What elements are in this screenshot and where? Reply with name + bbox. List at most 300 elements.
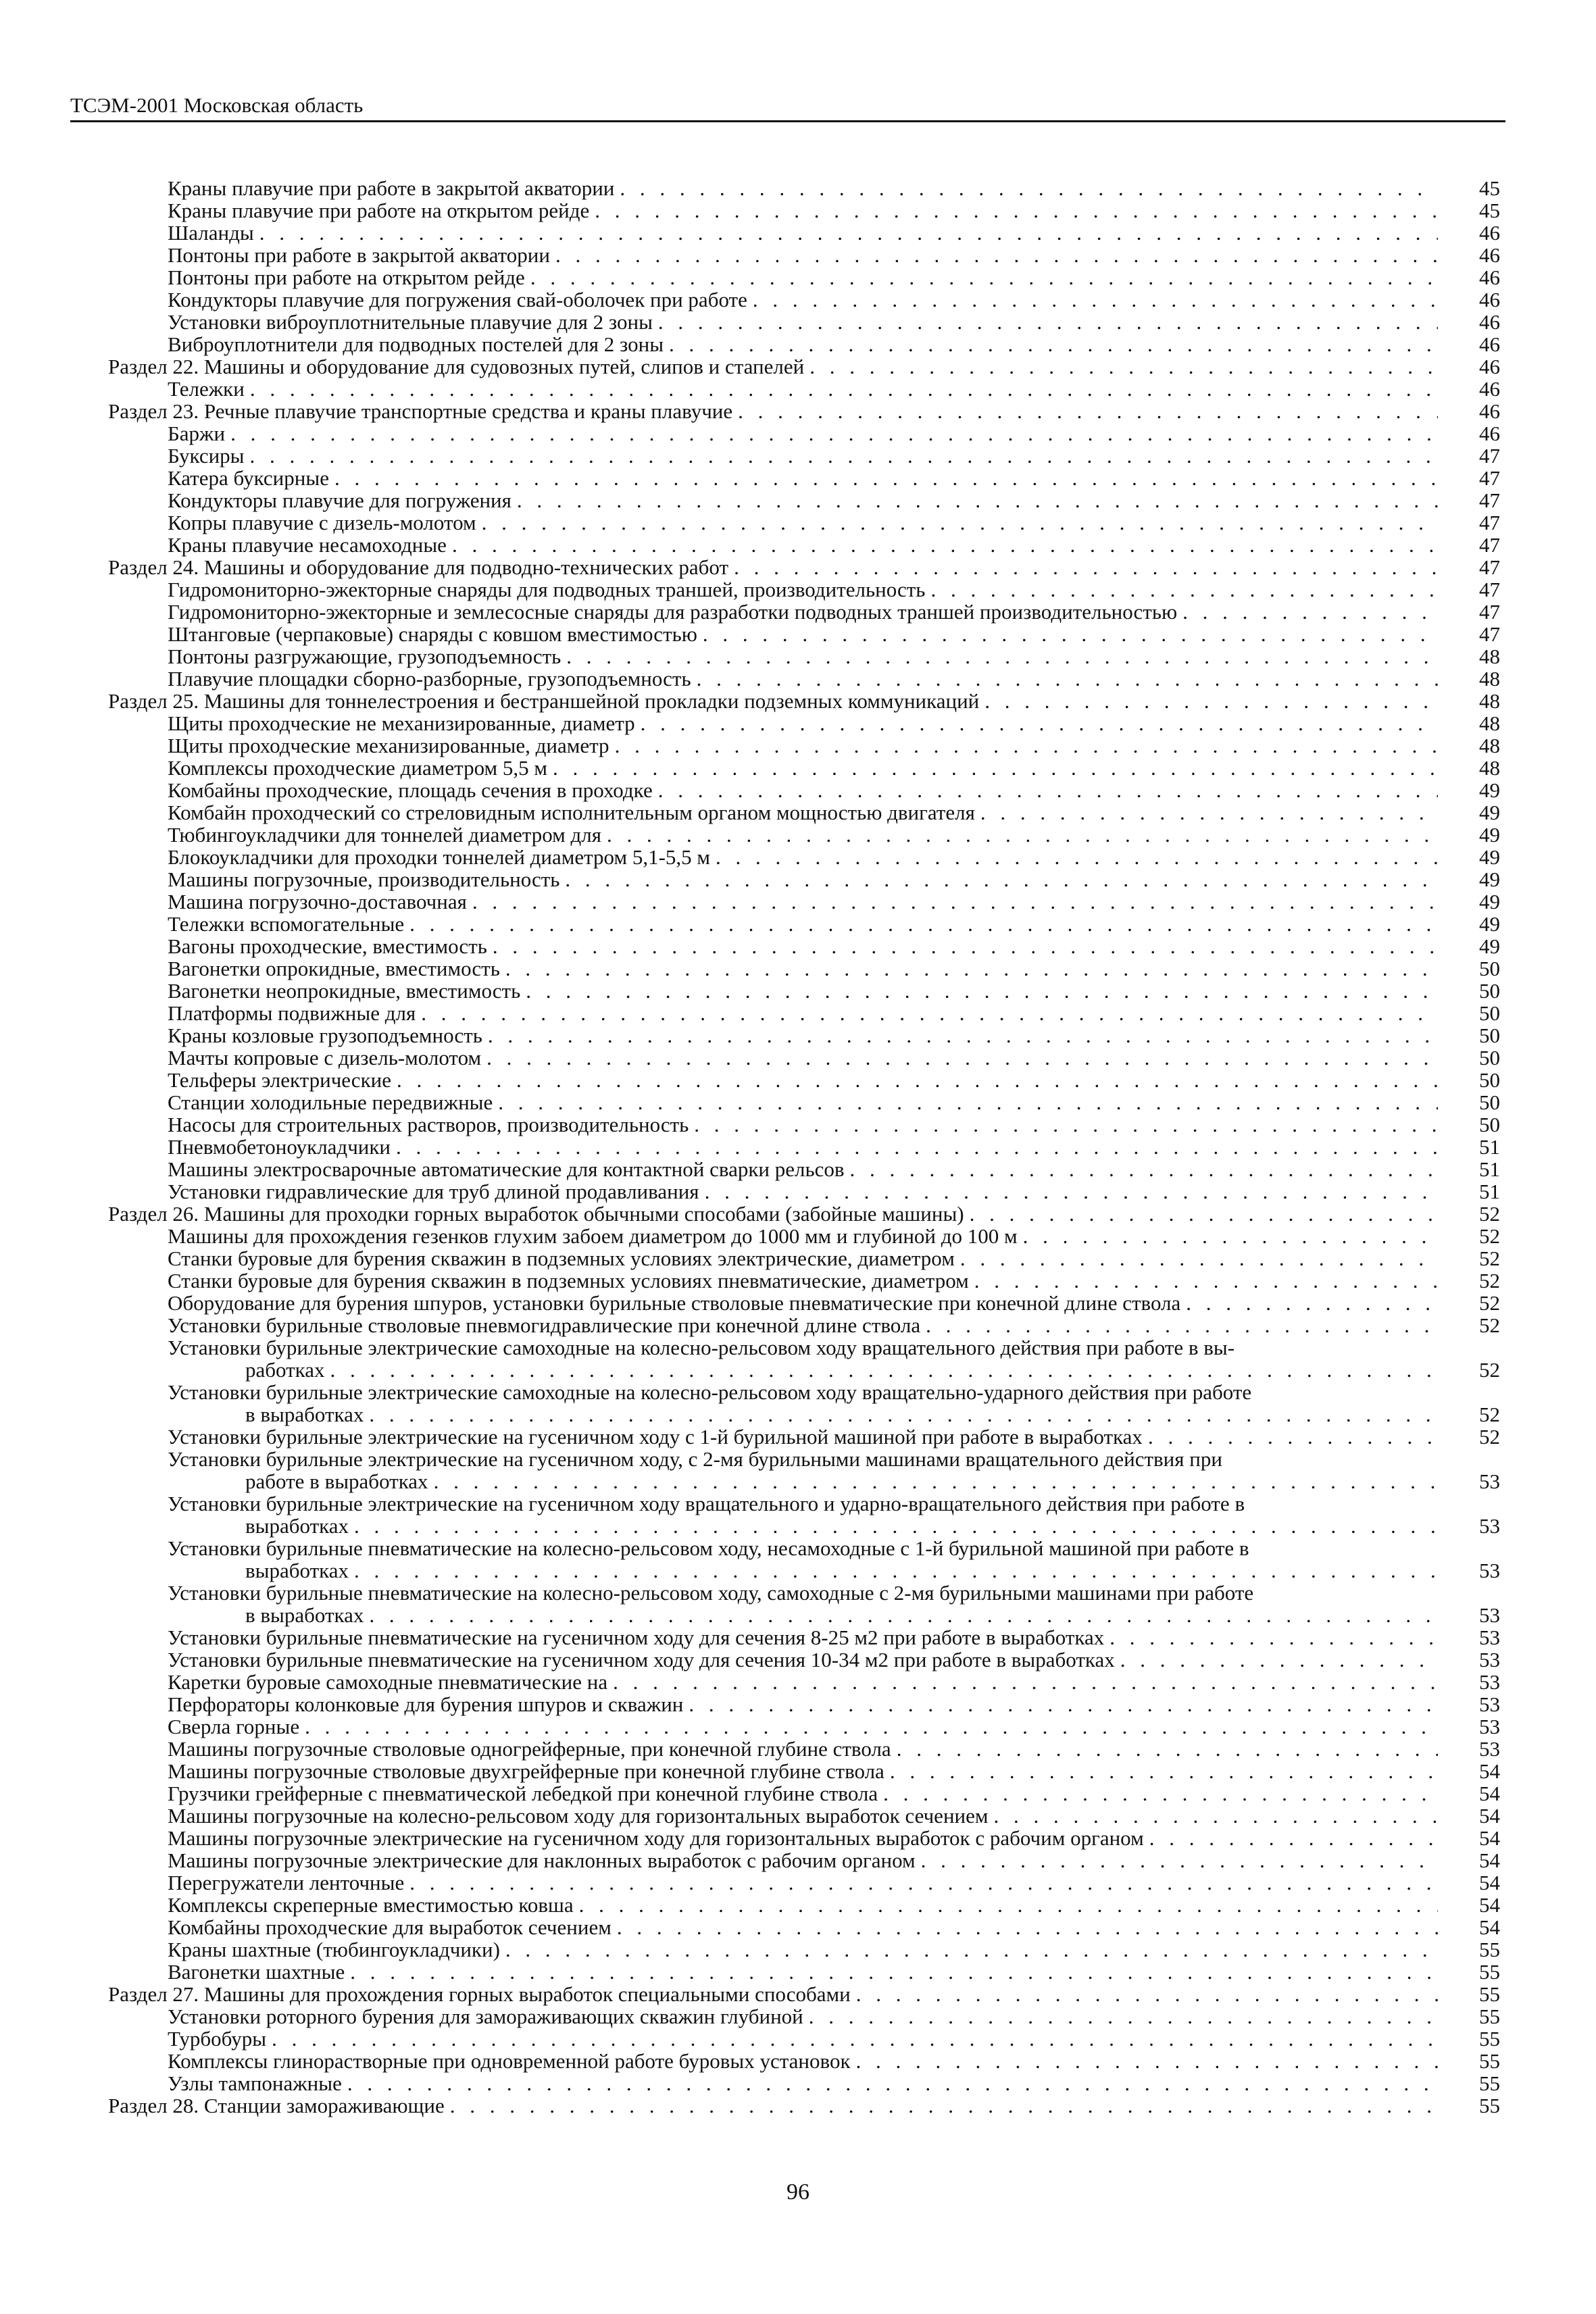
toc-page-number: 55 (1479, 2094, 1500, 2117)
dot-leader (734, 556, 1438, 578)
toc-entry (168, 668, 1500, 690)
dot-leader (658, 779, 1438, 801)
toc-page-number: 53 (1479, 1603, 1500, 1627)
toc-entry-text: Кондукторы плавучие для погружения (168, 488, 512, 512)
toc-entry-text: Мачты копровые с дизель-молотом (168, 1046, 482, 1070)
toc-page-number: 46 (1479, 422, 1500, 445)
toc-entry (168, 1805, 1500, 1827)
toc-page-number: 52 (1479, 1403, 1500, 1426)
toc-entry-text: Тельферы электрические (168, 1068, 391, 1092)
dot-leader (974, 1269, 1438, 1292)
toc-page-number: 53 (1479, 1737, 1500, 1761)
toc-entry (168, 1336, 1500, 1381)
toc-entry (168, 2072, 1500, 2094)
dot-leader (809, 2005, 1438, 2028)
page-number: 96 (787, 2180, 809, 2205)
toc-page-number: 49 (1479, 867, 1500, 891)
toc-entry-text: Установки бурильные пневматические на гусеничном ходу для сечения 10-34 м2 при работе в выработках (168, 1648, 1115, 1671)
toc-entry (168, 1024, 1500, 1047)
dot-leader (369, 1403, 1438, 1426)
toc-entry (168, 1091, 1500, 1113)
toc-entry-continuation: в выработках (245, 1403, 364, 1426)
dot-leader (347, 2072, 1438, 2094)
dot-leader (620, 177, 1438, 199)
toc-entry-text: Краны плавучие при работе в закрытой акватории (168, 176, 615, 200)
dot-leader (856, 2050, 1438, 2072)
toc-entry-text: Блокоукладчики для проходки тоннелей диаметром 5,1-5,5 м (168, 845, 711, 869)
dot-leader (397, 1069, 1438, 1091)
toc-entry (168, 1849, 1500, 1871)
dot-leader (607, 824, 1438, 846)
dot-leader (354, 1515, 1438, 1537)
dot-leader (856, 1983, 1438, 2005)
dot-leader (409, 913, 1438, 935)
dot-leader (716, 846, 1438, 868)
toc-entry-text: Установки гидравлические для труб длиной продавливания (168, 1180, 699, 1203)
toc-entry-text: Краны плавучие при работе на открытом рейде (168, 199, 590, 222)
toc-entry-text: Насосы для строительных растворов, производительность (168, 1113, 689, 1136)
toc-entry-text: Машины для прохождения гезенков глухим забоем диаметром до 1000 мм и глубиной до 100 м (168, 1224, 1018, 1248)
toc-page-number: 50 (1479, 1024, 1500, 1047)
dot-leader (230, 422, 1438, 445)
dot-leader (1120, 1649, 1438, 1671)
toc-page-number: 54 (1479, 1826, 1500, 1850)
toc-entry (168, 1002, 1500, 1024)
toc-page-number: 47 (1479, 466, 1500, 490)
toc-entry-text: Установки бурильные пневматические на колесно-рельсовом ходу, самоходные с 2-мя бурильными машинами при работе (168, 1581, 1254, 1605)
toc-entry (168, 1047, 1500, 1069)
dot-leader (434, 1470, 1438, 1492)
toc-page-number: 46 (1479, 243, 1500, 267)
toc-entry (168, 801, 1500, 824)
toc-page-number: 47 (1479, 622, 1500, 646)
toc-entry-text: Понтоны при работе в закрытой акватории (168, 243, 550, 267)
toc-entry-text: Машины погрузочные стволовые одногрейферные, при конечной глубине ствола (168, 1737, 891, 1761)
dot-leader (753, 288, 1438, 311)
toc-entry-text: Установки бурильные пневматические на гусеничном ходу для сечения 8-25 м2 при работе в выработках (168, 1626, 1105, 1649)
toc-page-number: 47 (1479, 488, 1500, 512)
toc-entry (168, 1158, 1500, 1180)
dot-leader (487, 1047, 1438, 1069)
dot-leader (1148, 1426, 1438, 1448)
toc-page-number: 46 (1479, 310, 1500, 334)
dot-leader (396, 1136, 1438, 1158)
header-rule (70, 120, 1505, 122)
toc-entry (168, 1626, 1500, 1649)
toc-page-number: 51 (1479, 1135, 1500, 1159)
toc-entry-text: Установки бурильные электрические на гусеничном ходу, с 2-мя бурильными машинами вращательного действия при (168, 1447, 1222, 1471)
toc-entry-text: Краны плавучие несамоходные (168, 533, 447, 557)
dot-leader (354, 1559, 1438, 1582)
toc-entry (168, 2050, 1500, 2072)
toc-page-number: 50 (1479, 1068, 1500, 1092)
dot-leader (272, 2028, 1438, 2050)
toc-page-number: 48 (1479, 645, 1500, 668)
toc-entry-text: Машины погрузочные, производительность (168, 867, 560, 891)
toc-entry (168, 601, 1500, 623)
toc-section-heading (108, 2094, 1500, 2117)
toc-entry-continuation: выработках (245, 1514, 349, 1538)
toc-entry-text: Каретки буровые самоходные пневматические на (168, 1670, 608, 1694)
toc-entry (168, 734, 1500, 757)
toc-page-number: 52 (1479, 1269, 1500, 1292)
toc-page-number: 47 (1479, 444, 1500, 468)
toc-page-number: 51 (1479, 1180, 1500, 1203)
dot-leader (555, 244, 1438, 266)
dot-leader (250, 378, 1438, 400)
toc-entry-continuation: в выработках (245, 1603, 364, 1627)
toc-entry (168, 623, 1500, 645)
toc-page-number: 52 (1479, 1425, 1500, 1449)
toc-page-number: 53 (1479, 1469, 1500, 1493)
toc-section-heading (108, 1983, 1500, 2005)
toc-page-number: 55 (1479, 2005, 1500, 2028)
toc-page-number: 49 (1479, 890, 1500, 913)
toc-entry-text: Гидромониторно-эжекторные снаряды для подводных траншей, производительность (168, 578, 926, 601)
toc-page-number: 50 (1479, 957, 1500, 980)
toc-entry-text: Штанговые (черпаковые) снаряды с ковшом вместимостью (168, 622, 697, 646)
dot-leader (697, 668, 1438, 690)
toc-page-number: 49 (1479, 912, 1500, 936)
toc-entry (168, 1894, 1500, 1916)
dot-leader (553, 757, 1438, 779)
toc-page-number: 46 (1479, 399, 1500, 423)
toc-entry-text: Машины погрузочные стволовые двухгрейферные при конечной глубине ствола (168, 1759, 884, 1783)
dot-leader (689, 1693, 1438, 1715)
toc-page-number: 54 (1479, 1782, 1500, 1805)
dot-leader (994, 1805, 1439, 1827)
toc-entry-text: Вагоны проходческие, вместимость (168, 934, 487, 958)
dot-leader (705, 1180, 1438, 1203)
toc-page-number: 52 (1479, 1291, 1500, 1315)
toc-entry-text: Кондукторы плавучие для погружения свай-оболочек при работе (168, 288, 747, 311)
toc-entry-text: Виброуплотнители для подводных постелей для 2 зоны (168, 332, 664, 356)
toc-entry (168, 511, 1500, 534)
toc-page-number: 52 (1479, 1224, 1500, 1248)
toc-page-number: 47 (1479, 578, 1500, 601)
dot-leader (450, 2094, 1438, 2117)
toc-page-number: 48 (1479, 667, 1500, 690)
dot-leader (980, 801, 1438, 824)
toc-entry-text: Перфораторы колонковые для бурения шпуров и скважин (168, 1692, 684, 1716)
toc-entry-text: Гидромониторно-эжекторные и землесосные снаряды для разработки подводных траншей производительностью (168, 600, 1178, 624)
toc-section-heading (108, 690, 1500, 712)
dot-leader (694, 1113, 1438, 1136)
toc-entry-text: Станки буровые для бурения скважин в подземных условиях пневматические, диаметром (168, 1269, 969, 1292)
toc-entry (168, 1582, 1500, 1626)
toc-entry-text: Комплексы глинорастворные при одновременной работе буровых установок (168, 2049, 851, 2073)
toc-page-number: 53 (1479, 1670, 1500, 1694)
dot-leader (890, 1760, 1438, 1782)
toc-page-number: 49 (1479, 934, 1500, 958)
dot-leader (505, 957, 1438, 980)
dot-leader (970, 1203, 1438, 1225)
toc-page-number: 50 (1479, 1113, 1500, 1136)
toc-entry (168, 1292, 1500, 1314)
toc-entry-text: Установки бурильные электрические самоходные на колесно-рельсовом ходу вращательного действия при работе в вы- (168, 1336, 1235, 1359)
toc-entry (168, 378, 1500, 400)
toc-entry-text: Пневмобетоноукладчики (168, 1135, 391, 1159)
toc-entry (168, 1782, 1500, 1805)
toc-entry (168, 1448, 1500, 1492)
toc-entry (168, 1492, 1500, 1537)
toc-section-heading (108, 556, 1500, 578)
toc-page-number: 53 (1479, 1692, 1500, 1716)
toc-entry-text: Раздел 23. Речные плавучие транспортные средства и краны плавучие (108, 399, 733, 423)
toc-entry (168, 890, 1500, 913)
toc-page-number: 55 (1479, 2049, 1500, 2073)
toc-entry-text: Раздел 25. Машины для тоннелестроения и бестраншейной прокладки подземных коммуникаций (108, 689, 980, 713)
toc-page-number: 55 (1479, 2071, 1500, 2095)
toc-entry (168, 1069, 1500, 1091)
toc-entry-text: Краны шахтные (тюбингоукладчики) (168, 1938, 500, 1961)
dot-leader (615, 734, 1438, 757)
toc-page-number: 55 (1479, 1938, 1500, 1961)
toc-entry (168, 1136, 1500, 1158)
dot-leader (960, 1247, 1438, 1269)
toc-entry-text: Вагонетки неопрокидные, вместимость (168, 979, 521, 1003)
toc-entry-text: Раздел 26. Машины для проходки горных выработок обычными способами (забойные машины) (108, 1202, 964, 1226)
toc-entry-text: Установки бурильные электрические на гусеничном ходу с 1-й бурильной машиной при работе в выработках (168, 1425, 1143, 1449)
toc-page-number: 46 (1479, 377, 1500, 401)
dot-leader (658, 311, 1438, 333)
toc-entry (168, 222, 1500, 244)
toc-entry (168, 1180, 1500, 1203)
toc-entry (168, 1537, 1500, 1582)
toc-entry (168, 1225, 1500, 1247)
toc-entry-text: Узлы тампонажные (168, 2071, 342, 2095)
toc-entry-text: Установки бурильные электрические самоходные на колесно-рельсовом ходу вращательно-ударного действия при работе (168, 1380, 1252, 1404)
toc-entry-text: Грузчики грейферные с пневматической лебедкой при конечной глубине ствола (168, 1782, 878, 1805)
toc-entry-text: Комплексы проходческие диаметром 5,5 м (168, 756, 547, 780)
toc-entry-text: Платформы подвижные для (168, 1001, 416, 1025)
toc-entry (168, 1426, 1500, 1448)
dot-leader (1149, 1827, 1438, 1849)
dot-leader (305, 1715, 1438, 1738)
dot-leader (1186, 1292, 1438, 1314)
running-header: ТСЭМ-2001 Московская область (70, 93, 364, 117)
toc-page-number: 50 (1479, 979, 1500, 1003)
toc-entry (168, 935, 1500, 957)
dot-leader (369, 1604, 1438, 1626)
toc-page-number: 54 (1479, 1915, 1500, 1939)
toc-page-number: 46 (1479, 355, 1500, 378)
dot-leader (493, 935, 1438, 957)
toc-page-number: 48 (1479, 711, 1500, 735)
toc-entry (168, 712, 1500, 734)
toc-entry-text: Машины погрузочные электрические для наклонных выработок с рабочим органом (168, 1848, 916, 1872)
toc-entry-text: Машины погрузочные электрические на гусеничном ходу для горизонтальных выработок с рабочим органом (168, 1826, 1144, 1850)
dot-leader (1109, 1626, 1438, 1649)
toc-entry-continuation: работе в выработках (245, 1469, 428, 1493)
dot-leader (421, 1002, 1438, 1024)
toc-entry-text: Установки бурильные пневматические на колесно-рельсовом ходу, несамоходные с 1-й бурильной машиной при работе в (168, 1536, 1249, 1560)
toc-page-number: 55 (1479, 1960, 1500, 1984)
toc-page-number: 50 (1479, 1046, 1500, 1070)
dot-leader (617, 1916, 1438, 1938)
toc-entry-text: Краны козловые грузоподъемность (168, 1024, 482, 1047)
toc-entry (168, 2028, 1500, 2050)
toc-page-number: 49 (1479, 845, 1500, 869)
toc-page-number: 47 (1479, 533, 1500, 557)
dot-leader (595, 199, 1438, 222)
toc-entry-continuation: работках (245, 1358, 325, 1382)
toc-page-number: 50 (1479, 1090, 1500, 1114)
toc-entry (168, 199, 1500, 222)
toc-entry-text: Комбайны проходческие, площадь сечения в проходке (168, 778, 653, 802)
toc-entry (168, 1113, 1500, 1136)
toc-page-number: 54 (1479, 1871, 1500, 1894)
toc-page-number: 52 (1479, 1313, 1500, 1337)
dot-leader (565, 868, 1438, 890)
dot-leader (259, 222, 1438, 244)
dot-leader (850, 1158, 1438, 1180)
toc-entry (168, 868, 1500, 890)
toc-entry-text: Вагонетки опрокидные, вместимость (168, 957, 500, 980)
toc-entry (168, 534, 1500, 556)
toc-entry-text: Вагонетки шахтные (168, 1960, 345, 1984)
dot-leader (921, 1849, 1438, 1871)
toc-page-number: 46 (1479, 288, 1500, 311)
dot-leader (738, 400, 1438, 422)
dot-leader (498, 1091, 1438, 1113)
toc-entry-text: Буксиры (168, 444, 245, 468)
toc-entry (168, 489, 1500, 511)
table-of-contents (108, 177, 1500, 2117)
dot-leader (505, 1938, 1438, 1961)
toc-entry (168, 1871, 1500, 1894)
toc-entry-text: Баржи (168, 422, 226, 445)
toc-entry-text: Шаланды (168, 221, 254, 245)
dot-leader (930, 578, 1438, 601)
toc-entry-text: Сверла горные (168, 1715, 300, 1738)
toc-entry (168, 824, 1500, 846)
toc-entry-text: Раздел 24. Машины и оборудование для подводно-технических работ (108, 555, 729, 579)
toc-entry-text: Комбайн проходческий со стреловидным исполнительным органом мощностью двигателя (168, 801, 975, 824)
toc-entry-text: Раздел 27. Машины для прохождения горных выработок специальными способами (108, 1982, 851, 2006)
dot-leader (517, 489, 1438, 511)
dot-leader (530, 266, 1438, 288)
toc-page-number: 49 (1479, 801, 1500, 824)
toc-entry (168, 957, 1500, 980)
toc-entry (168, 177, 1500, 199)
dot-leader (809, 355, 1438, 378)
toc-entry-text: Раздел 28. Станции замораживающие (108, 2094, 445, 2117)
toc-entry-text: Турбобуры (168, 2027, 267, 2051)
toc-entry (168, 244, 1500, 266)
toc-page-number: 54 (1479, 1804, 1500, 1828)
toc-page-number: 47 (1479, 511, 1500, 534)
toc-section-heading (108, 400, 1500, 422)
toc-entry (168, 333, 1500, 355)
dot-leader (566, 645, 1438, 668)
toc-page-number: 49 (1479, 778, 1500, 802)
toc-entry-text: Установки роторного бурения для замораживающих скважин глубиной (168, 2005, 803, 2028)
toc-entry (168, 1693, 1500, 1715)
toc-page-number: 48 (1479, 734, 1500, 757)
toc-entry (168, 779, 1500, 801)
toc-page-number: 48 (1479, 756, 1500, 780)
toc-entry-text: Плавучие площадки сборно-разборные, грузоподъемность (168, 667, 691, 690)
toc-page-number: 55 (1479, 1982, 1500, 2006)
dot-leader (482, 511, 1438, 534)
toc-page-number: 54 (1479, 1848, 1500, 1872)
toc-page-number: 53 (1479, 1559, 1500, 1582)
toc-entry-text: Копры плавучие с дизель-молотом (168, 511, 476, 534)
toc-entry-text: Комбайны проходческие для выработок сечением (168, 1915, 612, 1939)
toc-entry-text: Установки бурильные стволовые пневмогидравлические при конечной длине ствола (168, 1313, 921, 1337)
dot-leader (579, 1894, 1438, 1916)
toc-entry-text: Машина погрузочно-доставочная (168, 890, 467, 913)
dot-leader (703, 623, 1438, 645)
toc-page-number: 47 (1479, 555, 1500, 579)
toc-entry (168, 757, 1500, 779)
toc-page-number: 47 (1479, 600, 1500, 624)
dot-leader (926, 1314, 1438, 1336)
dot-leader (897, 1738, 1438, 1760)
toc-entry (168, 266, 1500, 288)
toc-page-number: 46 (1479, 266, 1500, 289)
dot-leader (334, 467, 1438, 489)
toc-entry-text: Машины погрузочные на колесно-рельсовом ходу для горизонтальных выработок сечением (168, 1804, 989, 1828)
toc-entry-text: Перегружатели ленточные (168, 1871, 405, 1894)
toc-entry (168, 1247, 1500, 1269)
toc-page-number: 53 (1479, 1648, 1500, 1671)
dot-leader (613, 1671, 1438, 1693)
dot-leader (526, 980, 1438, 1002)
dot-leader (350, 1961, 1438, 1983)
toc-entry (168, 1738, 1500, 1760)
toc-entry (168, 445, 1500, 467)
toc-page-number: 46 (1479, 332, 1500, 356)
toc-entry (168, 1827, 1500, 1849)
toc-entry (168, 1671, 1500, 1693)
dot-leader (641, 712, 1438, 734)
toc-entry (168, 1961, 1500, 1983)
toc-entry (168, 1314, 1500, 1336)
toc-entry-text: Понтоны при работе на открытом рейде (168, 266, 525, 289)
toc-entry (168, 913, 1500, 935)
toc-entry (168, 1649, 1500, 1671)
toc-entry (168, 2005, 1500, 2028)
toc-page-number: 52 (1479, 1358, 1500, 1382)
toc-entry (168, 1381, 1500, 1426)
toc-entry-text: Комплексы скреперные вместимостью ковша (168, 1893, 574, 1917)
toc-page-number: 53 (1479, 1715, 1500, 1738)
toc-entry-text: Станции холодильные передвижные (168, 1090, 493, 1114)
dot-leader (883, 1782, 1438, 1805)
toc-page-number: 55 (1479, 2027, 1500, 2051)
toc-entry-text: Щиты проходческие не механизированные, диаметр (168, 711, 635, 735)
toc-entry-text: Тележки (168, 377, 245, 401)
dot-leader (488, 1024, 1438, 1047)
toc-entry (168, 1916, 1500, 1938)
toc-page-number: 46 (1479, 221, 1500, 245)
dot-leader (409, 1871, 1438, 1894)
toc-entry-text: Установки бурильные электрические на гусеничном ходу вращательного и ударно-вращательного действия при работе в (168, 1492, 1245, 1515)
toc-page-number: 52 (1479, 1202, 1500, 1226)
toc-page-number: 45 (1479, 199, 1500, 222)
toc-entry-continuation: выработках (245, 1559, 349, 1582)
toc-entry (168, 1760, 1500, 1782)
toc-entry-text: Раздел 22. Машины и оборудование для судовозных путей, слипов и стапелей (108, 355, 805, 378)
toc-entry (168, 288, 1500, 311)
toc-section-heading (108, 1203, 1500, 1225)
toc-entry-text: Станки буровые для бурения скважин в подземных условиях электрические, диаметром (168, 1247, 955, 1270)
dot-leader (250, 445, 1439, 467)
toc-entry-text: Тюбингоукладчики для тоннелей диаметром для (168, 823, 602, 847)
toc-entry (168, 1715, 1500, 1738)
